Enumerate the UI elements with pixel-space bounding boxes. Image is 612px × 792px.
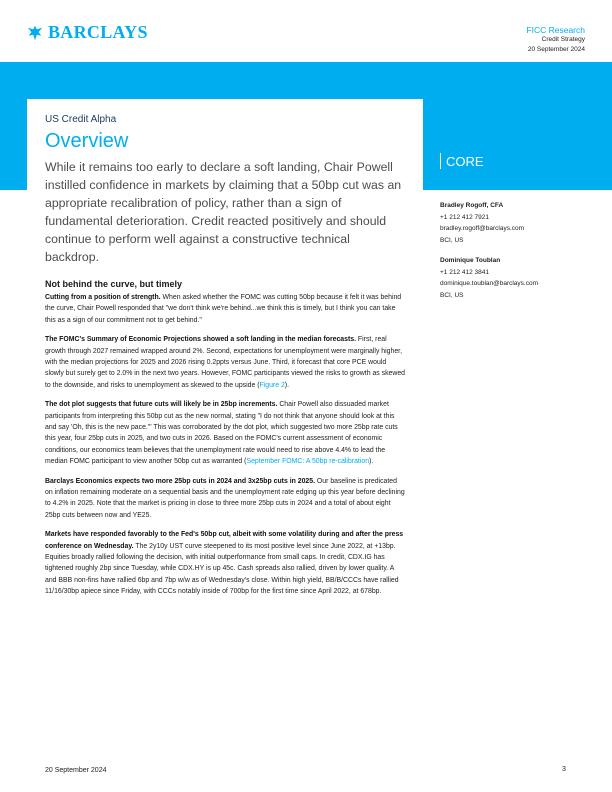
analyst-name: Dominique Toublan xyxy=(440,257,501,264)
paragraph xyxy=(45,529,405,597)
paragraph-body: The 2y10y UST curve steepened to its most positive level since June 2022, at +13bp. Equities broadly rallied following the decision, with initial outperformance from small caps. In credit, CDX.IG has tightened roughly 2bp since Tuesday, while CDX.HY is up 45c. Cash spreads also rallied, driven by lower quality. A and BBB non-fins have rallied 6bp and 7bp w/w as of Wednesday's close. Within high yield, BB/B/CCCs have rallied 11/16/30bp apiece since Friday, with CCCs notably inside of 700bp for the first time since April 2022, at 678bp. xyxy=(45,542,399,595)
analyst-email[interactable]: dominique.toublan@barclays.com xyxy=(440,280,539,287)
paragraph-body: When asked whether the FOMC was cutting 50bp because it felt it was behind the curve, Chair Powell responded that "we don't think we're behind...we think this is timely, but I think you can take this as a sign of our commitment not to get behind." xyxy=(45,294,402,324)
page-title: Overview xyxy=(45,130,129,152)
analyst-entity: BCI, US xyxy=(440,236,464,244)
paragraph xyxy=(45,399,405,467)
series-name: US Credit Alpha xyxy=(45,114,117,125)
analyst-contact xyxy=(440,200,600,246)
analyst-phone: +1 212 412 7921 xyxy=(440,213,489,221)
paragraph-body: Our baseline is predicated on inflation remaining moderate on a sequential basis and the unemployment rate edging up this year before declining to 4.2% in 2025. Note that the market is pricing in close to three more 25bp cuts in 2024 and a total of about eight 25bp cuts between now and YE25. xyxy=(45,477,405,519)
section-heading: Not behind the curve, but timely xyxy=(45,279,183,289)
paragraph xyxy=(45,292,405,326)
eagle-icon xyxy=(26,24,44,42)
header-date: 20 September 2024 xyxy=(527,46,585,53)
paragraph-lead: The dot plot suggests that future cuts will likely be in 25bp increments. xyxy=(45,401,278,409)
analyst-phone: +1 212 412 3841 xyxy=(440,268,489,276)
subdepartment-label: Credit Strategy xyxy=(541,36,585,43)
article-body xyxy=(45,114,405,606)
footer-date: 20 September 2024 xyxy=(45,767,107,774)
analyst-list xyxy=(440,200,600,310)
paragraph-tail: ). xyxy=(369,457,374,465)
core-label: CORE xyxy=(446,153,484,169)
standfirst: While it remains too early to declare a soft landing, Chair Powell instilled confidence in markets by claiming that a 50bp cut was an appropriate recalibration of policy, rather than a sign of fundamental deterioration. Credit reacted positively and should continue to perform well against a constructive technical backdrop. xyxy=(45,160,402,264)
paragraph-body: Chair Powell also dissuaded market participants from interpreting this 50bp cut as the new normal, stating "I do not think that anyone should look at this and say 'Oh, this is the new pace.'" This was corroborated by the dot plot, which suggested two more 25bp rate cuts this year, four 25bp cuts in 2025, and two cuts in 2026. Based on the FOMC's current assessment of economic conditions, our economics team believes that the unemployment rate would need to rise above 4.4% to lead the median FOMC participant to view another 50bp cut as warranted ( xyxy=(45,401,398,465)
barclays-logo xyxy=(26,22,148,43)
analyst-name: Bradley Rogoff, CFA xyxy=(440,202,504,209)
analyst-email[interactable]: bradley.rogoff@barclays.com xyxy=(440,225,525,232)
analyst-contact xyxy=(440,255,600,301)
figure-2-link[interactable]: Figure 2 xyxy=(259,381,285,389)
september-fomc-link[interactable]: September FOMC: A 50bp re-calibration xyxy=(246,457,370,465)
paragraph xyxy=(45,476,405,521)
paragraph-lead: Cutting from a position of strength. xyxy=(45,294,161,301)
department-label: FICC Research xyxy=(526,25,585,35)
paragraph-lead: Markets have responded favorably to the Fed's 50bp cut, albeit with some volatility during and after the press conference on Wednesday. xyxy=(45,531,404,550)
brand-name: BARCLAYS xyxy=(48,22,148,42)
report-header xyxy=(526,25,585,55)
page-number: 3 xyxy=(562,766,566,773)
paragraph xyxy=(45,334,405,390)
paragraph-tail: ). xyxy=(284,381,289,389)
core-label-block xyxy=(440,153,484,169)
paragraph-lead: Barclays Economics expects two more 25bp cuts in 2024 and 3x25bp cuts in 2025. xyxy=(45,477,315,485)
paragraph-body: First, real growth through 2027 remained wrapped around 2%. Second, expectations for unemployment were marginally higher, with the median projections for 2025 and 2026 rising 0.2ppts versus June. Third, it forecast that core PCE would slowly but surely get to 2.0% in the next two years. However, FOMC participants viewed the risks to growth as skewed to the downside, and risks to unemployment as skewed to the upside ( xyxy=(45,336,405,389)
core-divider xyxy=(440,153,441,169)
analyst-entity: BCI, US xyxy=(440,291,464,299)
paragraph-lead: The FOMC's Summary of Economic Projections showed a soft landing in the median forecasts. xyxy=(45,336,357,344)
